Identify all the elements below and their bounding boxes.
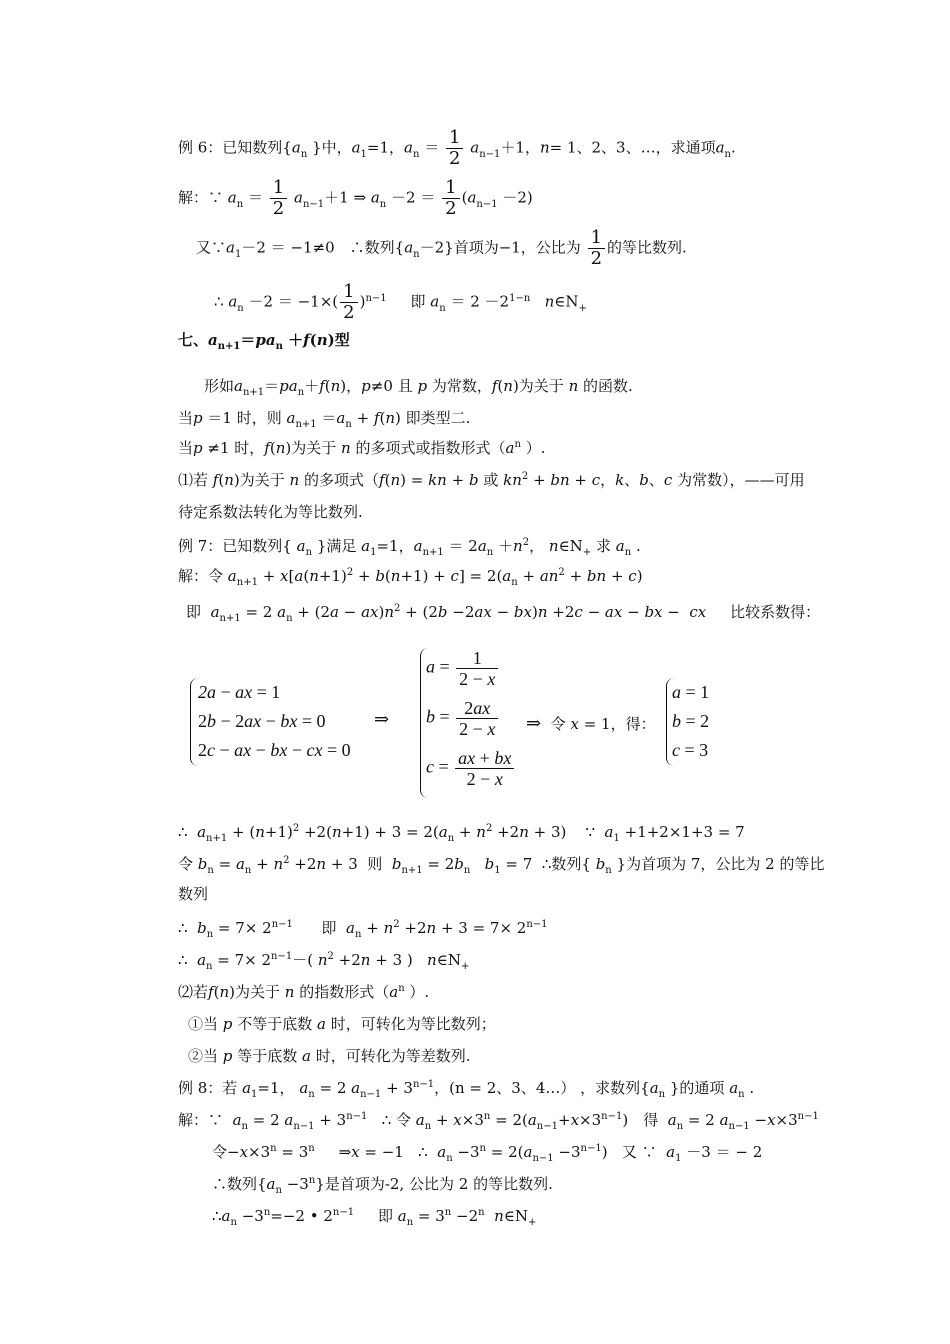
system-right: a = 1 b = 2 c = 3 [672, 682, 710, 760]
solution-7-line-3: ∴ $a_{n+1} + (n+1)^2 +2(n+1) + 3 = 2(a_n + n^2 +2n + 3)$ ∵ $a_1 +1+2\times 1+3 = 7$ [178, 823, 745, 844]
part-2-line-3: ②当 p 等于底数 a 时，可转化为等差数列. [188, 1047, 471, 1065]
fraction-one-half: $\frac{1}{2}$ [446, 128, 463, 169]
system-left-eq-3: 2c − ax − bx − cx = 0 [198, 740, 351, 760]
solution-8-line-4: $\therefore a_n -3^n=-2$ • $2^{n-1}$ 即 $a_n = 3^n -2^n$ $n\in N_+$ [212, 1207, 537, 1228]
solution-7-line-2: 即 $a_{n+1} = 2$ $a_n + (2a - ax)n^2 + (2b -2ax - bx)n +2c$ − ax − bx − cx 比较系数得： [186, 603, 821, 624]
part-2-line-2: ①当 p 不等于底数 a 时，可转化为等比数列； [188, 1015, 496, 1033]
part-2-line-1: ⑵若f(n)为关于 n 的指数形式（$a^n$ ）. [178, 983, 430, 1001]
example-7-statement: 例 7：已知数列{ $a_n$ }满足 $a_1=1$，$a_{n+1} = 2a_n +n^2$， $n\in N_+$ 求 $a_n$ . [178, 537, 641, 558]
section-7-para-2: 当p ＝1 时，则 $a_{n+1} =a_n + f(n)$ 即类型二. [178, 409, 471, 430]
system-left-eq-1: 2a − ax = 1 [198, 682, 281, 702]
solution-8-line-1: 解：∵ $a_n = 2$ $a_{n-1} + 3^{n-1}$ ∴ 令 $a_n + x\times 3^n = 2(a_{n-1}+x\times 3^{n-1})$ 得 $a_n = 2$ $a_{n-1} -x\times 3^{n-1}$ [178, 1111, 819, 1132]
solution-6-line-3: ∴ $a_n -2 = -1\times$( $\frac{1}{2}$ )$^{n-1}$ 即 $a_n = 2 -2^{1-n}$ $n\in N_+$ [214, 281, 587, 323]
solution-7-line-5: 数列 [178, 885, 209, 903]
system-left [198, 678, 351, 765]
let-x-eq-1: ⇒ 令 x = 1，得： [526, 713, 656, 734]
solution-8-line-2: 令$-x\times 3^n = 3^n$ ⇒x = −1 ∴ $a_n -3^n = 2(a_{n-1} -3^{n-1})$ 又 ∵ $a_1 -3$ ＝ − 2 [212, 1143, 763, 1164]
implies-arrow-1: ⇒ [374, 709, 390, 730]
section-7-para-3: 当p ≠1 时，f(n)为关于 n 的多项式或指数形式（$a^n$ ）. [178, 439, 546, 457]
example-6-statement: 例 6：已知数列{$a_n$ }中，$a_1=1$，$a_n$ ＝ $\frac{1}{2}$ $a_{n-1}+1$，n= 1、2、3、…，求通项$a_n$. [178, 127, 736, 169]
section-7-para-5: 待定系数法转化为等比数列. [178, 503, 363, 521]
solution-7-line-4: 令 $b_n = a_n + n^2 +2n + 3$ 则 $b_{n+1} = 2b_n$ $b_1 = 7$ ∴数列{ $b_n$ }为首项为 7，公比为 2 的等比 [178, 855, 825, 876]
solution-8-line-3: ∴数列$\{a_n -3^n\}$是首项为-2, 公比为 2 的等比数列. [212, 1175, 553, 1196]
example-8-statement: 例 8：若 $a_1=1$， $a_n = 2$ $a_{n-1} + 3^{n-1}$，(n = 2、3、4…） ，求数列{$a_n$ }的通项 $a_n$ . [178, 1079, 755, 1100]
solution-7-line-1: 解：令 $a_{n+1} + x[a(n+1)^2 + b(n+1) + c] = 2(a_n + an^2$ + bn + c) [178, 567, 643, 588]
section-7-para-4: ⑴若 f(n)为关于 n 的多项式（f(n) = kn + b 或 $kn^2$ + bn + c，k、b、c 为常数），——可用 [178, 471, 805, 489]
solution-7-line-6: ∴ $b_n = 7\times 2^{n-1}$ 即 $a_n + n^2 +2n + 3 = 7\times 2^{n-1}$ [178, 919, 548, 940]
system-middle: a = $\frac{1}{2 - x}$ b = $\frac{2ax}{2 - x}$ c = $\frac{ax + bx}{2 - x}$ [426, 648, 516, 798]
section-7-para-1: 形如$a_{n+1}=pa_n+f(n)$，p≠0 且 p 为常数，f(n)为关于 n 的函数. [204, 377, 633, 398]
section-7-title: 七、$a_{n+1}=pa_n +f(n)$型 [178, 331, 350, 352]
solution-7-line-7: ∴ $a_n = 7\times 2^{n-1}-$( $n^2 +2n + 3$ ) $n\in N_+$ [178, 951, 470, 972]
solution-6-line-1: 解：∵ $a_n$ ＝ $\frac{1}{2}$ $a_{n-1}+1$ ⇒ $a_n -2$ ＝ $\frac{1}{2}$ $(a_{n-1} -2)$ [178, 177, 533, 219]
solution-6-line-2: 又$\because a_1-2 = -1\ne 0$ ∴数列$\{a_n-2\}$首项为−1，公比为 $\frac{1}{2}$ 的等比数列. [196, 227, 687, 269]
system-left-eq-2: 2b − 2ax − bx = 0 [198, 711, 326, 731]
